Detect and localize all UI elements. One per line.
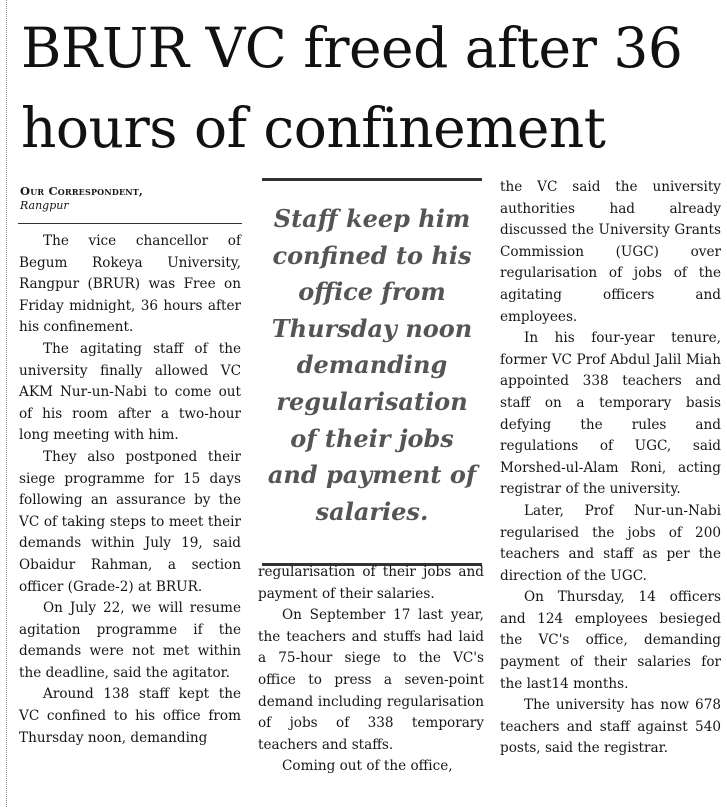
paragraph: the VC said the university authorities had already discussed the University Grants Commission (UGC) over regularisation of jobs of the agitating officers and employees. (500, 179, 721, 325)
paragraph: Later, Prof Nur-un-Nabi regularised the jobs of 200 teachers and staff as per the direction of the UGC. (500, 502, 721, 584)
article-column-1 (19, 231, 241, 749)
pull-quote: Staff keep him confined to his office from Thursday noon demanding regularisation of their jobs and payment of salaries. (262, 178, 482, 566)
page-edge-rule (6, 0, 7, 807)
paragraph: The university has now 678 teachers and staff against 540 posts, said the registrar. (500, 697, 721, 757)
byline (20, 184, 242, 212)
paragraph: The agitating staff of the university finally allowed VC AKM Nur-un-Nabi to come out of his room after a two-hour long meeting with him. (19, 340, 241, 444)
article-column-3 (500, 177, 721, 760)
paragraph: regularisation of their jobs and payment of their salaries. (258, 564, 484, 602)
byline-location: Rangpur (20, 199, 69, 212)
paragraph: In his four-year tenure, former VC Prof Abdul Jalil Miah appointed 338 teachers and staff on a temporary basis defying the rules and regulations of UGC, said Morshed-ul-Alam Roni, acting registrar of the university. (500, 330, 721, 498)
paragraph: Around 138 staff kept the VC confined to his office from Thursday noon, demanding (19, 686, 241, 746)
paragraph: On September 17 last year, the teachers and stuffs had laid a 75-hour siege to the VC's office to press a seven-point demand including regularisation of jobs of 338 temporary teachers and staffs. (258, 607, 484, 753)
paragraph: They also postponed their siege programme for 15 days following an assurance by the VC of taking steps to meet their demands within July 19, said Obaidur Rahman, a section officer (Grade-2) at BRUR. (19, 448, 241, 595)
article-headline: BRUR VC freed after 36 hours of confinement (21, 16, 683, 160)
article-column-2 (258, 562, 484, 778)
paragraph: On Thursday, 14 officers and 124 employees besieged the VC's office, demanding payment of their salaries for the last14 months. (500, 589, 721, 692)
paragraph: On July 22, we will resume agitation programme if the demands were not met within the deadline, said the agitator. (19, 600, 241, 681)
paragraph: The vice chancellor of Begum Rokeya University, Rangpur (BRUR) was Free on Friday midnight, 36 hours after his confinement. (19, 233, 241, 336)
byline-author: Our Correspondent, (20, 184, 144, 198)
byline-divider (18, 223, 242, 224)
paragraph: Coming out of the office, (282, 758, 453, 775)
